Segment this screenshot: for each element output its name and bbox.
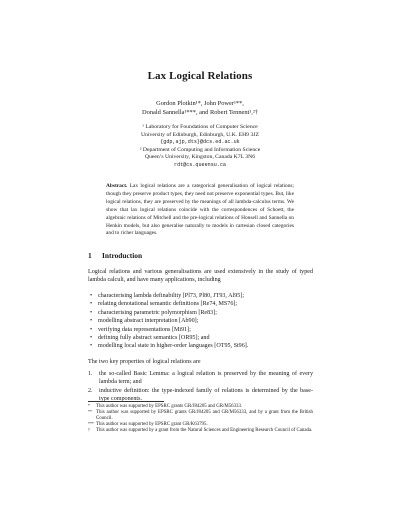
list-item: • relating denotational semantic definitions [Re74, MS76];	[88, 300, 313, 308]
abstract	[106, 183, 294, 238]
footnotes	[88, 404, 313, 434]
list-item	[88, 370, 313, 386]
section-number: 1	[88, 251, 92, 260]
affiliation-line: ² Department of Computing and Information Science	[139, 146, 261, 153]
section-heading	[88, 251, 142, 260]
list-item: • defining fully abstract semantics [OR95]; and	[88, 334, 313, 342]
intro-paragraph-1: Logical relations and various generalisations are used extensively in the study of typed lambda calculi, and have many applications, including	[88, 269, 313, 284]
properties-list	[88, 370, 313, 403]
footnote-text: This author was supported by EPSRC grants GR/J84205 and GR/M56333.	[96, 404, 243, 409]
item-text: inductive definition: the type-indexed family of relations is determined by the base-type components.	[99, 387, 313, 402]
affiliation-line: ¹ Laboratory for Foundations of Computer Science	[142, 124, 258, 130]
section-title: Introduction	[102, 251, 143, 260]
abstract-text: Lax logical relations are a categorical generalisation of logical relations; though they preserve product types, they need not preserve exponential types. But, like logical relations, they are preserved by the meanings of all lambda-calculus terms. We show that lax logical relations coincide with the correspondences of Schoett, the algebraic relations of Mitchell and the pre-logical relations of Honsell and Sannella on Henkin models, but also generalise naturally to models in cartesian closed categories and to richer languages.	[106, 183, 294, 237]
applications-list	[88, 292, 313, 351]
item-number: 1.	[88, 371, 93, 377]
footnote-mark: *	[88, 404, 90, 408]
author-line-1: Gordon Plotkin¹*, John Power¹**,	[156, 100, 244, 107]
affiliation-line: {gdp,ajp,dts}@dcs.ed.ac.uk	[160, 139, 240, 145]
footnote-text: This author was supported by EPSRC grant GR/K63795.	[96, 422, 208, 428]
footnote	[88, 428, 313, 434]
item-text: the so-called Basic Lemma: a logical relation is preserved by the meaning of every lambda term; and	[99, 371, 313, 386]
affiliation-line: University of Edinburgh, Edinburgh, U.K. EH9 3JZ	[141, 131, 259, 138]
item-number: 2.	[88, 387, 93, 394]
list-item: • modelling abstract interpretation [Ab90];	[88, 317, 313, 325]
author-list	[0, 100, 400, 117]
intro-paragraph-2: The two key properties of logical relations are	[88, 359, 201, 365]
affiliations	[0, 124, 400, 169]
author-line-2: Donald Sannella¹***, and Robert Tennent¹,²†	[142, 108, 258, 116]
footnote-text: This author was supported by a grant from the Natural Sciences and Engineering Research Council of Canada.	[96, 428, 313, 434]
affiliation-line: Queen’s University, Kingston, Canada K7L 3N6	[144, 154, 256, 160]
paper-title: Lax Logical Relations	[147, 70, 253, 82]
abstract-label: Abstract.	[106, 183, 128, 189]
footnote-mark: **	[88, 410, 92, 415]
list-item: • characterising lambda definability [Pl73, Pl80, JT93, Al95];	[88, 292, 313, 300]
list-item: • modelling local state in higher-order languages [OT95, St96].	[88, 342, 313, 350]
list-item: • verifying data representations [Mi91];	[88, 326, 313, 334]
list-item: • characterising parametric polymorphism [Re83];	[88, 309, 313, 317]
footnote-mark: †	[88, 428, 90, 433]
footnote-mark: ***	[88, 422, 94, 427]
footnote-rule	[88, 401, 164, 402]
footnote-text: This author was supported by EPSRC grants GR/J84205 and GR/M56333, and by a grant from the British Council.	[96, 410, 313, 422]
affiliation-line: rdt@cs.queensu.ca	[174, 161, 226, 168]
footnote	[88, 410, 313, 422]
